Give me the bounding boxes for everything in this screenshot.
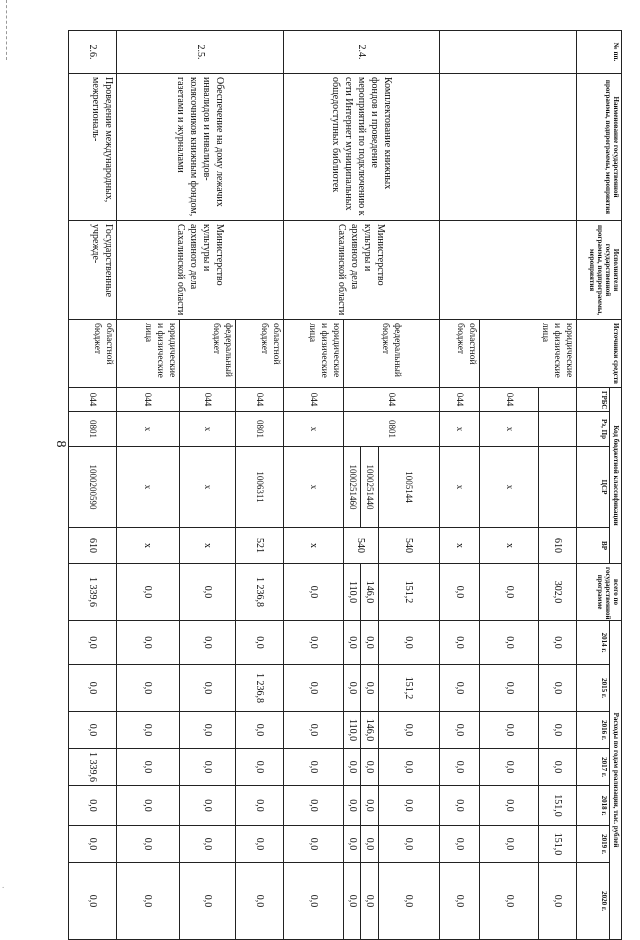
hdr-vr: ВР	[577, 528, 610, 564]
cell-rzpr	[539, 412, 577, 447]
cell-total: 1 339,6	[69, 564, 117, 621]
table-row	[539, 31, 577, 940]
cell-rzpr: 0801	[236, 412, 284, 447]
cell-2016: 0,0	[439, 712, 479, 749]
cell-2014: 0,0	[479, 621, 539, 665]
cell-2016: 146,0	[361, 712, 378, 749]
cell-csr: х	[479, 447, 539, 528]
cell-total: 110,0	[343, 564, 360, 621]
cell-2018: 0,0	[179, 786, 235, 826]
cell-source: юридические и физические лица	[116, 320, 179, 388]
cell-source: федеральный бюджет	[343, 320, 439, 388]
hdr-year-2015: 2015 г.	[577, 665, 610, 712]
cell-2018: 0,0	[361, 786, 378, 826]
cell-2014: 0,0	[378, 621, 439, 665]
cell-2020: 0,0	[539, 863, 577, 940]
cell-2017: 0,0	[361, 749, 378, 786]
item-number: 2.5.	[116, 31, 283, 74]
cell-csr: 1006311	[236, 447, 284, 528]
cell-source: областной бюджет	[439, 320, 479, 388]
cell-source: областной бюджет	[236, 320, 284, 388]
hdr-executor: Исполнители государственной программы, подпрограммы, мероприятия	[577, 221, 622, 320]
cell-2018: 0,0	[479, 786, 539, 826]
cell-2020: 0,0	[439, 863, 479, 940]
cell-2017: 0,0	[284, 749, 344, 786]
cell-2017: 0,0	[343, 749, 360, 786]
cell-2014: 0,0	[361, 621, 378, 665]
cell-2015: 0,0	[343, 665, 360, 712]
item-executor: Государственные учрежде-	[69, 221, 117, 320]
cell-rzpr: х	[179, 412, 235, 447]
cell-2020: 0,0	[69, 863, 117, 940]
item-name: Обеспечение на дому лежачих инвалидов и инвалидов-колясочников книжным фондом, газетами и журналами	[116, 74, 283, 221]
hdr-name: Наименование государственной программы, подпрограммы, мероприятия	[577, 74, 622, 221]
cell-vr: х	[116, 528, 179, 564]
item-executor: Министерство культуры и архивного дела Сахалинской области	[284, 221, 439, 320]
cell-vr: х	[179, 528, 235, 564]
cell-total: 0,0	[179, 564, 235, 621]
hdr-grbs: ГРБС	[577, 388, 610, 412]
cell-2014: 0,0	[439, 621, 479, 665]
cell-2016: 110,0	[343, 712, 360, 749]
item-number: 2.4.	[284, 31, 439, 74]
cell-2020: 0,0	[343, 863, 360, 940]
cell-2016: 0,0	[69, 712, 117, 749]
hdr-source: Источники средств	[577, 320, 622, 388]
cell-total: 0,0	[284, 564, 344, 621]
cell-total: 151,2	[378, 564, 439, 621]
cell-2020: 0,0	[284, 863, 344, 940]
cell-2014: 0,0	[284, 621, 344, 665]
cell-grbs: 044	[116, 388, 179, 412]
hdr-costs-group: Расходы по годам реализации, тыс. рублей	[610, 621, 622, 940]
header-row-1	[610, 31, 622, 940]
cell-source: областной бюджет	[69, 320, 117, 388]
cell-2016: 0,0	[236, 712, 284, 749]
cell-exec-cont	[439, 221, 577, 320]
cell-2017: 0,0	[179, 749, 235, 786]
cell-no-cont	[439, 31, 577, 74]
cell-2020: 0,0	[378, 863, 439, 940]
cell-csr: х	[439, 447, 479, 528]
hdr-code-group: Код бюджетной классификации	[610, 388, 622, 564]
cell-2019: 0,0	[236, 826, 284, 863]
cell-rzpr: х	[284, 412, 344, 447]
cell-2018: 151,0	[539, 786, 577, 826]
table-row	[236, 31, 284, 940]
hdr-year-2017: 2017 г.	[577, 749, 610, 786]
cell-2015: 0,0	[116, 665, 179, 712]
cell-rzpr: х	[116, 412, 179, 447]
cell-2017: 0,0	[539, 749, 577, 786]
item-number: 2.6.	[69, 31, 117, 74]
cell-total: 0,0	[479, 564, 539, 621]
cell-2019: 0,0	[361, 826, 378, 863]
cell-rzpr: 0801	[343, 412, 439, 447]
cell-total: 302,0	[539, 564, 577, 621]
cell-2018: 0,0	[236, 786, 284, 826]
cell-grbs: 044	[343, 388, 439, 412]
cell-rzpr: 0801	[69, 412, 117, 447]
cell-2019: 0,0	[179, 826, 235, 863]
cell-source: федеральный бюджет	[179, 320, 235, 388]
cell-2019: 0,0	[439, 826, 479, 863]
cell-grbs: 044	[284, 388, 344, 412]
cell-2016: 0,0	[179, 712, 235, 749]
cell-2015: 0,0	[361, 665, 378, 712]
cell-vr: х	[439, 528, 479, 564]
hdr-no: № пп.	[577, 31, 622, 74]
cell-2019: 0,0	[284, 826, 344, 863]
cell-2015: 0,0	[439, 665, 479, 712]
cell-total: 1 236,8	[236, 564, 284, 621]
cell-csr: х	[284, 447, 344, 528]
cell-2016: 0,0	[116, 712, 179, 749]
cell-2017: 0,0	[479, 749, 539, 786]
cell-vr: 610	[539, 528, 577, 564]
hdr-year-2020: 2020 г.	[577, 863, 610, 940]
cell-total: 146,0	[361, 564, 378, 621]
item-name: Комплектование книжных фондов и проведение мероприятий по подключению к сети Интернет муниципальных общедоступных библиотек	[284, 74, 439, 221]
cell-2014: 0,0	[343, 621, 360, 665]
cell-source: юридические и физические лица	[284, 320, 344, 388]
cell-2018: 0,0	[343, 786, 360, 826]
cell-2018: 0,0	[378, 786, 439, 826]
table-row	[69, 31, 117, 940]
cell-2015: 0,0	[479, 665, 539, 712]
cell-2018: 0,0	[116, 786, 179, 826]
hdr-rzpr: Рз, Пр	[577, 412, 610, 447]
cell-csr: х	[179, 447, 235, 528]
hdr-year-2018: 2018 г.	[577, 786, 610, 826]
page-number: 8	[53, 440, 68, 448]
cell-2018: 0,0	[439, 786, 479, 826]
cell-total: 0,0	[439, 564, 479, 621]
scan-edge-dots: .	[2, 880, 5, 890]
cell-2015: 151,2	[378, 665, 439, 712]
cell-2014: 0,0	[236, 621, 284, 665]
cell-2015: 0,0	[284, 665, 344, 712]
cell-grbs: 044	[236, 388, 284, 412]
cell-2020: 0,0	[479, 863, 539, 940]
cell-rzpr: х	[479, 412, 539, 447]
table-row	[378, 31, 439, 940]
hdr-csr: ЦСР	[577, 447, 610, 528]
cell-2019: 0,0	[479, 826, 539, 863]
hdr-year-2016: 2016 г.	[577, 712, 610, 749]
cell-2019: 0,0	[116, 826, 179, 863]
cell-2016: 0,0	[284, 712, 344, 749]
rotated-page	[68, 30, 622, 911]
cell-2017: 0,0	[378, 749, 439, 786]
item-name: Проведение международных, межрегиональ-	[69, 74, 117, 221]
cell-vr: 521	[236, 528, 284, 564]
cell-2014: 0,0	[179, 621, 235, 665]
cell-2015: 0,0	[179, 665, 235, 712]
cell-vr: 610	[69, 528, 117, 564]
cell-2014: 0,0	[539, 621, 577, 665]
cell-grbs: 044	[479, 388, 539, 412]
cell-vr: 540	[378, 528, 439, 564]
budget-table	[68, 30, 622, 940]
scan-edge-mark	[6, 0, 7, 60]
cell-2020: 0,0	[361, 863, 378, 940]
cell-grbs	[539, 388, 577, 412]
cell-total: 0,0	[116, 564, 179, 621]
cell-2017: 0,0	[116, 749, 179, 786]
cell-csr	[539, 447, 577, 528]
hdr-total: всего по государственной программе	[577, 564, 622, 621]
cell-csr: 1000200590	[69, 447, 117, 528]
cell-2020: 0,0	[236, 863, 284, 940]
cell-source: юридические и физические лица	[479, 320, 577, 388]
cell-2018: 0,0	[284, 786, 344, 826]
cell-rzpr: х	[439, 412, 479, 447]
cell-2014: 0,0	[116, 621, 179, 665]
cell-2015: 0,0	[539, 665, 577, 712]
cell-2019: 151,0	[539, 826, 577, 863]
cell-2018: 0,0	[69, 786, 117, 826]
cell-2017: 1 339,6	[69, 749, 117, 786]
cell-2016: 0,0	[479, 712, 539, 749]
cell-2020: 0,0	[179, 863, 235, 940]
cell-vr: х	[479, 528, 539, 564]
cell-2019: 0,0	[378, 826, 439, 863]
hdr-year-2014: 2014 г.	[577, 621, 610, 665]
cell-2020: 0,0	[116, 863, 179, 940]
cell-grbs: 044	[179, 388, 235, 412]
cell-name-cont	[439, 74, 577, 221]
hdr-year-2019: 2019 г.	[577, 826, 610, 863]
cell-vr: х	[284, 528, 344, 564]
cell-2019: 0,0	[69, 826, 117, 863]
cell-csr: 1005144	[378, 447, 439, 528]
item-executor: Министерство культуры и архивного дела Сахалинской области	[116, 221, 283, 320]
cell-grbs: 044	[69, 388, 117, 412]
cell-csr: х	[116, 447, 179, 528]
cell-2016: 0,0	[539, 712, 577, 749]
cell-csr: 1000251440	[361, 447, 378, 528]
cell-vr: 540	[343, 528, 378, 564]
cell-2016: 0,0	[378, 712, 439, 749]
cell-2015: 1 236,8	[236, 665, 284, 712]
cell-csr: 1000251460	[343, 447, 360, 528]
cell-2019: 0,0	[343, 826, 360, 863]
cell-2017: 0,0	[439, 749, 479, 786]
cell-2015: 0,0	[69, 665, 117, 712]
cell-2014: 0,0	[69, 621, 117, 665]
cell-grbs: 044	[439, 388, 479, 412]
cell-2017: 0,0	[236, 749, 284, 786]
